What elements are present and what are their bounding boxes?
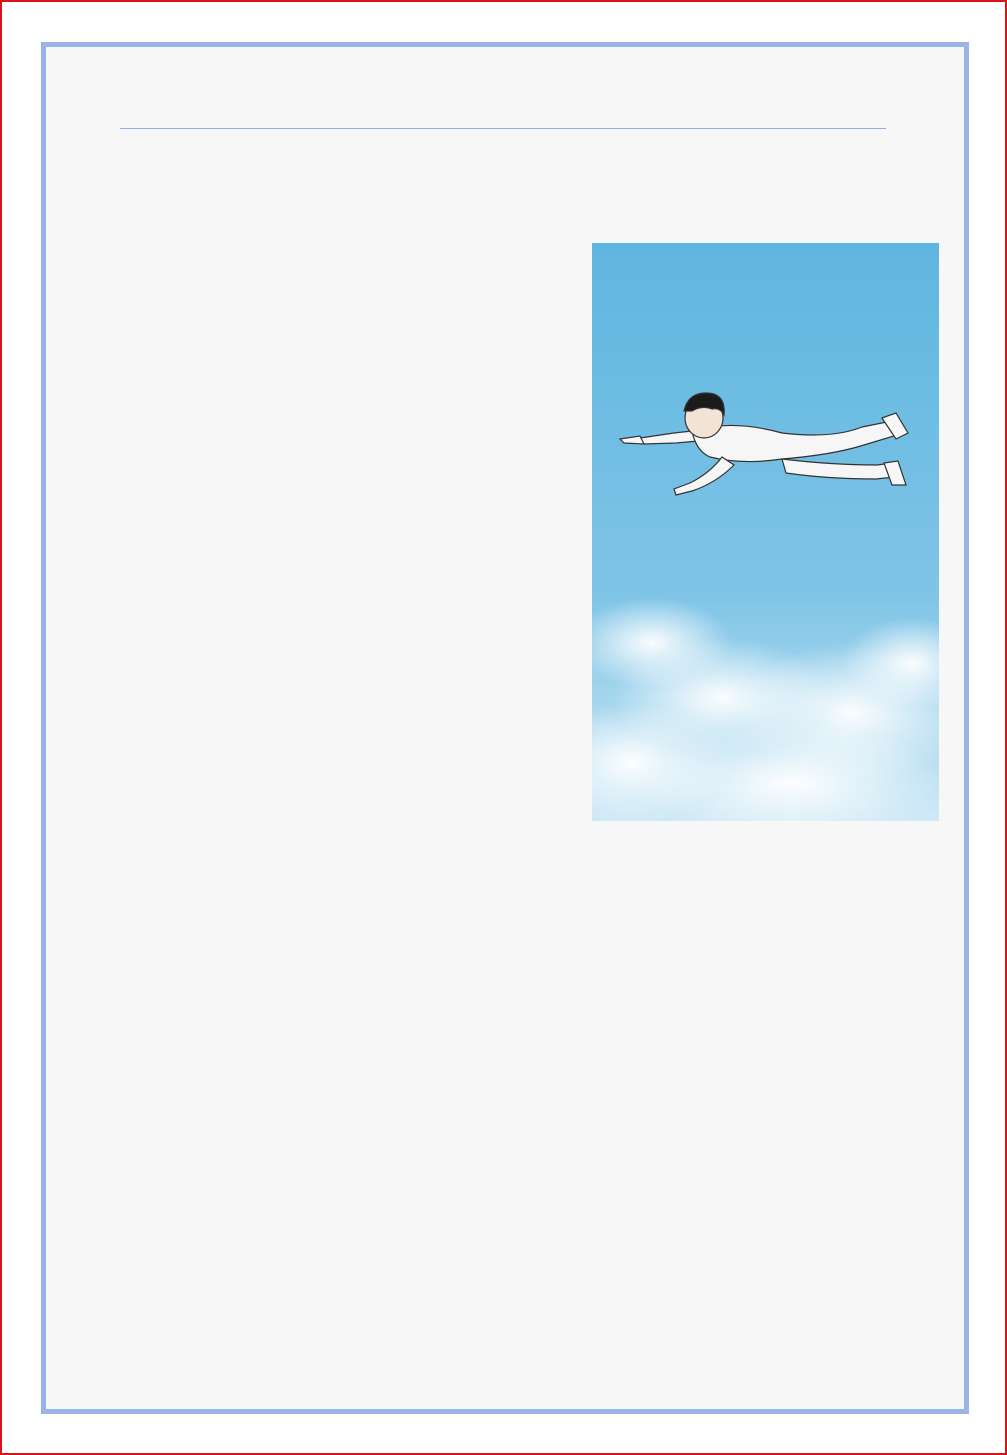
- sky-illustration-svg: [592, 243, 939, 821]
- page-header: [120, 66, 886, 106]
- story-section: [120, 964, 886, 1004]
- flying-boy-illustration: [592, 243, 939, 821]
- intro-section: [120, 185, 582, 195]
- header-divider: [120, 128, 886, 129]
